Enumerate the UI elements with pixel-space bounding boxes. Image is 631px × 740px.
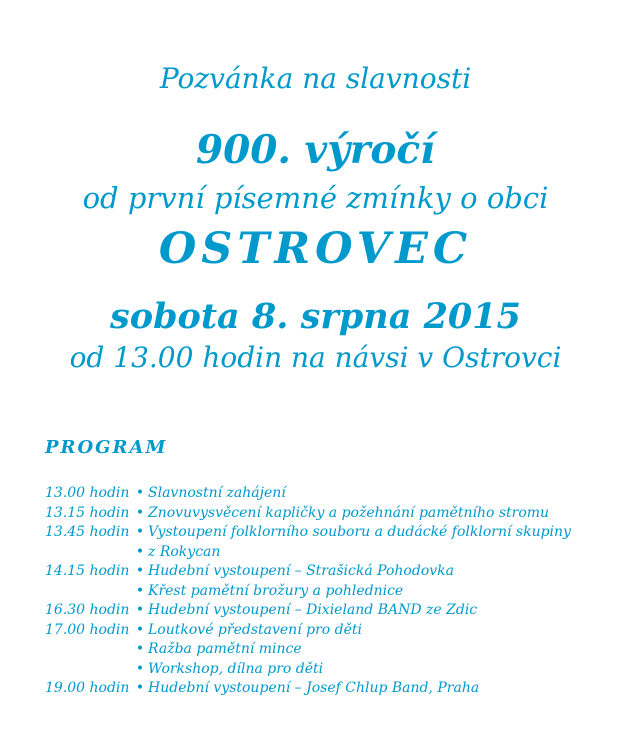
program-item-text: Křest pamětní brožury a pohlednice (148, 582, 404, 599)
event-date: sobota 8. srpna 2015 (110, 296, 521, 337)
program-item (45, 562, 625, 582)
bullet-icon: • (135, 563, 145, 579)
program-item-text: z Rokycan (148, 543, 221, 560)
bullet-icon: • (135, 621, 145, 638)
program-item (45, 543, 625, 563)
program-item-time: 13.15 hodin (45, 504, 130, 521)
program-item-time: 13.00 hodin (45, 485, 130, 501)
program-item-text: Loutkové představení pro děti (148, 621, 363, 638)
program-item-time: 16.30 hodin (45, 602, 130, 618)
program-item (45, 504, 625, 524)
program-item (45, 523, 625, 543)
program-item-text: Hudební vystoupení – Dixieland BAND ze Zdic (148, 602, 478, 618)
program-item-time (45, 660, 132, 680)
event-place: od 13.00 hodin na návsi v Ostrovci (69, 341, 562, 374)
program-item-time: 17.00 hodin (45, 621, 130, 638)
program-item-text: Hudební vystoupení – Josef Chlup Band, Praha (148, 680, 480, 696)
anniversary-heading: 900. výročí (195, 127, 435, 173)
bullet-icon: • (135, 680, 145, 696)
program-item-text: Znovuvysvěcení kapličky a požehnání pamětního stromu (148, 504, 550, 521)
program-item (45, 660, 625, 680)
program-item-time (45, 543, 132, 563)
program-item (45, 640, 625, 660)
invitation-title: Pozvánka na slavnosti (159, 62, 472, 95)
program-item-text: Hudební vystoupení – Strašická Pohodovka (148, 563, 454, 579)
program-item (45, 679, 625, 699)
program-list (45, 484, 625, 699)
program-item-text: Ražba pamětní mince (148, 641, 302, 657)
program-item (45, 484, 625, 504)
program-item-time (45, 640, 132, 660)
program-item-time: 19.00 hodin (45, 680, 130, 696)
program-item-text: Vystoupení folklorního souboru a dudácké folklorní skupiny (148, 524, 571, 540)
program-item-time: 13.45 hodin (45, 524, 130, 540)
program-heading: PROGRAM (45, 437, 168, 458)
program-item-text: Workshop, dílna pro děti (148, 660, 324, 677)
program-item (45, 601, 625, 621)
program-item-text: Slavnostní zahájení (148, 485, 286, 501)
bullet-icon: • (135, 660, 145, 677)
bullet-icon: • (135, 543, 145, 560)
anniversary-subtitle: od první písemné zmínky o obci (82, 181, 549, 215)
bullet-icon: • (135, 504, 145, 521)
bullet-icon: • (135, 582, 145, 599)
program-item-time (45, 582, 132, 602)
program-item (45, 621, 625, 641)
bullet-icon: • (135, 641, 145, 657)
town-name: OSTROVEC (158, 224, 473, 274)
bullet-icon: • (135, 602, 145, 618)
program-item-time: 14.15 hodin (45, 563, 130, 579)
program-item (45, 582, 625, 602)
bullet-icon: • (135, 485, 145, 501)
bullet-icon: • (135, 524, 145, 540)
